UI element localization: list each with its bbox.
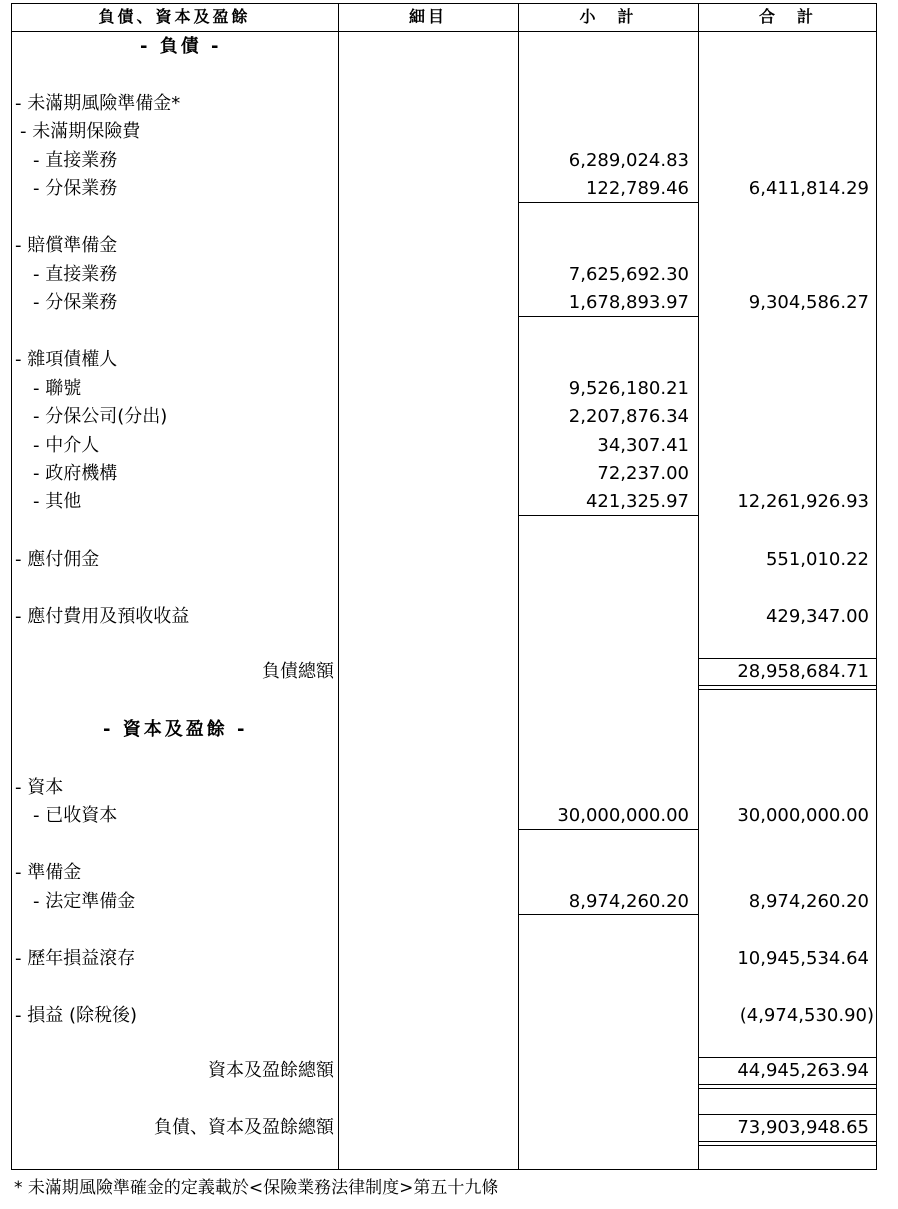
row-label: - 直接業務 bbox=[33, 264, 118, 285]
total-rule bbox=[698, 685, 877, 686]
equity-total-value: 44,945,263.94 bbox=[737, 1060, 869, 1081]
row-label: - 聯號 bbox=[33, 378, 82, 399]
row-subtotal: 1,678,893.97 bbox=[568, 292, 689, 313]
row-subtotal: 8,974,260.20 bbox=[568, 891, 689, 912]
subtotal-rule bbox=[518, 515, 698, 516]
row-label: - 直接業務 bbox=[33, 150, 118, 171]
row-label: - 已收資本 bbox=[33, 805, 118, 826]
header-subtotal: 小 計 bbox=[579, 7, 637, 26]
column-divider bbox=[518, 3, 519, 1170]
row-total: (4,974,530.90) bbox=[739, 1005, 874, 1026]
commission-label: - 應付佣金 bbox=[15, 549, 100, 570]
row-total: 9,304,586.27 bbox=[748, 292, 869, 313]
row-subtotal: 2,207,876.34 bbox=[568, 406, 689, 427]
row-label: - 分保業務 bbox=[33, 178, 118, 199]
row-total: 12,261,926.93 bbox=[737, 491, 869, 512]
subtotal-rule bbox=[518, 829, 698, 830]
row-subtotal: 122,789.46 bbox=[585, 178, 689, 199]
header-divider bbox=[11, 31, 877, 32]
header-total: 合 計 bbox=[758, 7, 816, 26]
row-total: 30,000,000.00 bbox=[737, 805, 869, 826]
liabilities-total-value: 28,958,684.71 bbox=[737, 661, 869, 682]
unearned-reserve-label: - 未滿期風險準備金* bbox=[15, 93, 181, 114]
row-subtotal: 9,526,180.21 bbox=[568, 378, 689, 399]
profit-label: - 損益 (除稅後) bbox=[15, 1005, 137, 1026]
overall-total-label: 負債、資本及盈餘總額 bbox=[154, 1117, 334, 1138]
equity-total-label: 資本及盈餘總額 bbox=[208, 1060, 334, 1081]
reserves-label: - 準備金 bbox=[15, 862, 82, 883]
subtotal-rule bbox=[518, 316, 698, 317]
row-total: 8,974,260.20 bbox=[748, 891, 869, 912]
row-label: - 分保公司(分出) bbox=[33, 406, 168, 427]
row-subtotal: 34,307.41 bbox=[597, 435, 689, 456]
footnote: * 未滿期風險準確金的定義載於<保險業務法律制度>第五十九條 bbox=[14, 1178, 499, 1198]
liabilities-section-title: - 負債 - bbox=[140, 36, 222, 57]
overall-total-value: 73,903,948.65 bbox=[737, 1117, 869, 1138]
column-divider bbox=[698, 3, 699, 1170]
row-label: - 法定準備金 bbox=[33, 891, 136, 912]
total-rule bbox=[698, 1145, 877, 1146]
accrued-label: - 應付費用及預收收益 bbox=[15, 606, 190, 627]
column-divider bbox=[338, 3, 339, 1170]
retained-label: - 歷年損益滾存 bbox=[15, 948, 136, 969]
row-label: - 分保業務 bbox=[33, 292, 118, 313]
row-subtotal: 72,237.00 bbox=[597, 463, 689, 484]
row-total: 10,945,534.64 bbox=[737, 948, 869, 969]
row-total: 6,411,814.29 bbox=[748, 178, 869, 199]
row-label: - 中介人 bbox=[33, 435, 100, 456]
total-rule bbox=[698, 689, 877, 690]
row-label: - 其他 bbox=[33, 491, 82, 512]
claims-reserve-label: - 賠償準備金 bbox=[15, 235, 118, 256]
subtotal-rule bbox=[518, 202, 698, 203]
liabilities-total-label: 負債總額 bbox=[262, 661, 334, 682]
row-subtotal: 421,325.97 bbox=[585, 491, 689, 512]
total-rule bbox=[698, 1088, 877, 1089]
unearned-premium-label: - 未滿期保險費 bbox=[20, 121, 141, 142]
header-description: 負債、資本及盈餘 bbox=[98, 7, 251, 26]
total-rule bbox=[698, 1141, 877, 1142]
creditors-label: - 雜項債權人 bbox=[15, 349, 118, 370]
equity-section-title: - 資本及盈餘 - bbox=[103, 719, 248, 740]
row-label: - 政府機構 bbox=[33, 463, 118, 484]
row-subtotal: 30,000,000.00 bbox=[557, 805, 689, 826]
row-subtotal: 6,289,024.83 bbox=[568, 150, 689, 171]
row-total: 429,347.00 bbox=[765, 606, 869, 627]
total-rule bbox=[698, 1084, 877, 1085]
capital-label: - 資本 bbox=[15, 777, 64, 798]
row-total: 551,010.22 bbox=[765, 549, 869, 570]
header-detail: 細目 bbox=[408, 7, 447, 26]
row-subtotal: 7,625,692.30 bbox=[568, 264, 689, 285]
